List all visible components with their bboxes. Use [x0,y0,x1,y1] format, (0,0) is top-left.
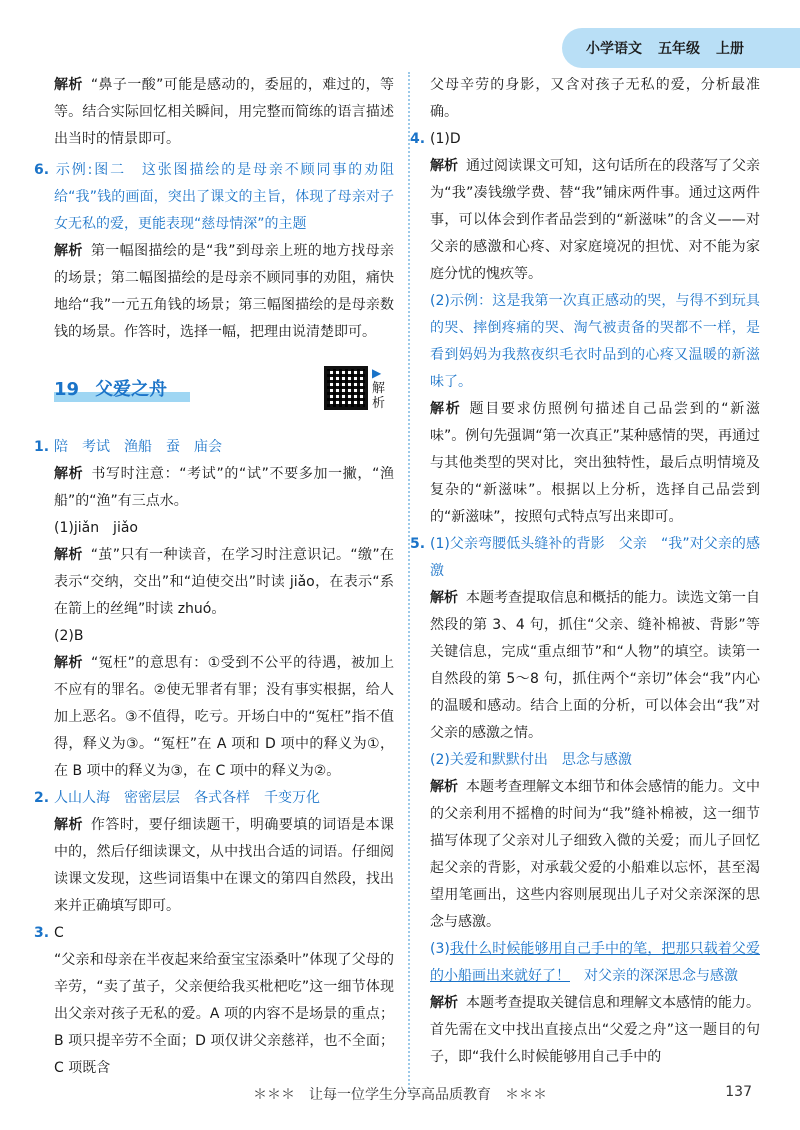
page-number: 137 [725,1084,752,1100]
qr-code-icon[interactable] [324,366,368,410]
question-5: 5. (1)父亲弯腰低头缝补的背影 父亲 “我”对父亲的感激 [410,536,760,579]
question-3-analysis: “父亲和母亲在半夜起来给蚕宝宝添桑叶”体现了父母的辛劳，“卖了茧子，父亲便给我买枇杷吃”这一细节体现出父亲对孩子无私的爱。A 项的内容不是场景的重点；B 项只提辛劳不全面；D 项仅讲父亲慈祥，也不全面；C 项既含 [54,952,394,1076]
column-divider [408,72,410,1092]
analysis-paragraph: 解析 “鼻子一酸”可能是感动的，委屈的，难过的，等等。结合实际回忆相关瞬间，用完整而简练的语言描述出当时的情景即可。 [54,77,394,147]
footer-slogan: ＊＊＊ 让每一位学生分享高品质教育 ＊＊＊ [253,1087,547,1103]
question-6-analysis: 解析 第一幅图描绘的是“我”到母亲上班的地方找母亲的场景；第二幅图描绘的是母亲不顾同事的劝阻，痛快地给“我”一元五角钱的场景；第三幅图描绘的是母亲数钱的场景。作答时，选择一幅，把理由说清楚即可。 [54,243,394,340]
question-1-analysis: 解析 书写时注意：“考试”的“试”不要多加一撇，“渔船”的“渔”有三点水。 [54,466,394,509]
question-1-sub2-analysis: 解析 “冤枉”的意思有：①受到不公平的待遇，被加上不应有的罪名。②使无罪者有罪；没有事实根据，给人加上恶名。③不值得，吃亏。开场白中的“冤枉”指不值得，释义为③。“冤枉”在 A 项和 D 项中的释义为①，在 B 项中的释义为③，在 C 项中的释义为②。 [54,655,394,779]
question-1-sub1: (1)jiǎn jiǎo [54,520,138,536]
question-3: 3. C [34,925,64,941]
question-2-analysis: 解析 作答时，要仔细读题干，明确要填的词语是本课中的，然后仔细读课文，从中找出合适的词语。仔细阅读课文发现，这些词语集中在课文的第四自然段，找出来并正确填写即可。 [54,817,395,914]
left-column [34,72,395,1082]
question-1-sub2: (2)B [54,628,84,644]
question-5-sub3-analysis: 解析 本题考查提取关键信息和理解文本感情的能力。首先需在文中找出直接点出“父爱之舟”这一题目的句子，即“我什么时候能够用自己手中的 [430,995,760,1065]
question-4-sub2: (2)示例：这是我第一次真正感动的哭，与得不到玩具的哭、摔倒疼痛的哭、淘气被责备的哭都不一样，是看到妈妈为我熬夜织毛衣时品到的心疼又温暖的新滋味了。 [430,293,760,390]
question-6: 6. 示例:图二 这张图描绘的是母亲不顾同事的劝阻给“我”钱的画面，突出了课文的主旨，体现了母亲对子女无私的爱，更能表现“慈母情深”的主题 [34,162,394,232]
subject-label: 小学语文 [586,41,642,57]
lesson-heading [54,366,394,430]
play-icon: ▶ [372,366,382,380]
question-5-analysis: 解析 本题考查提取信息和概括的能力。读选文第一自然段的第 3、4 句，抓住“父亲、缝补棉被、背影”等关键信息，完成“重点细节”和“人物”的填空。读第一自然段的第 5～8 句，抓住两个“亲切”体会“我”内心的温暖和感动。结合上面的分析，可以体会出“我”对父亲的感激之情。 [430,590,760,741]
question-5-sub3: (3)我什么时候能够用自己手中的笔，把那只载着父爱的小船画出来就好了！ 对父亲的深深思念与感激 [430,941,760,984]
question-2: 2. 人山人海 密密层层 各式各样 千变万化 [34,790,320,806]
lesson-title: 19 父爱之舟 [54,379,168,400]
question-4-analysis: 解析 通过阅读课文可知，这句话所在的段落写了父亲为“我”凑钱缴学费、替“我”铺床两件事。通过这两件事，可以体会到作者品尝到的“新滋味”的含义——对父亲的感激和心疼、对家庭境况的担忧、对不能为家庭分忧的愧疚等。 [430,158,760,282]
continued-text: 父母辛劳的身影，又含对孩子无私的爱，分析最准确。 [430,77,760,120]
question-5-sub2: (2)关爱和默默付出 思念与感激 [430,752,632,768]
question-1: 1. 陪 考试 渔船 蚕 庙会 [34,439,222,455]
subject-grade-tag [562,28,800,68]
volume-label: 上册 [716,41,744,57]
question-5-sub2-analysis: 解析 本题考查理解文本细节和体会感情的能力。文中的父亲利用不摇橹的时间为“我”缝补棉被，这一细节描写体现了父亲对儿子细致入微的关爱；而儿子回忆起父亲的背影，对承载父爱的小船难以忘怀，甚至渴望用笔画出，这些内容则展现出儿子对父亲深深的思念与感激。 [430,779,760,930]
question-1-sub1-analysis: 解析 “茧”只有一种读音，在学习时注意识记。“缴”在表示“交纳，交出”和“迫使交出”时读 jiǎo，在表示“系在箭上的丝绳”时读 zhuó。 [54,547,394,617]
right-column [410,72,760,1071]
question-4-sub2-analysis: 解析 题目要求仿照例句描述自己品尝到的“新滋味”。例句先强调“第一次真正”某种感情的哭，再通过与其他类型的哭对比，突出独特性，最后点明情境及复杂的“新滋味”。根据以上分析，选择自己品尝到的“新滋味”，按照句式特点写出来即可。 [430,401,760,525]
grade-label: 五年级 [658,41,700,57]
question-4: 4. (1)D [410,131,461,147]
qr-label: ▶ 解析 [372,366,386,411]
